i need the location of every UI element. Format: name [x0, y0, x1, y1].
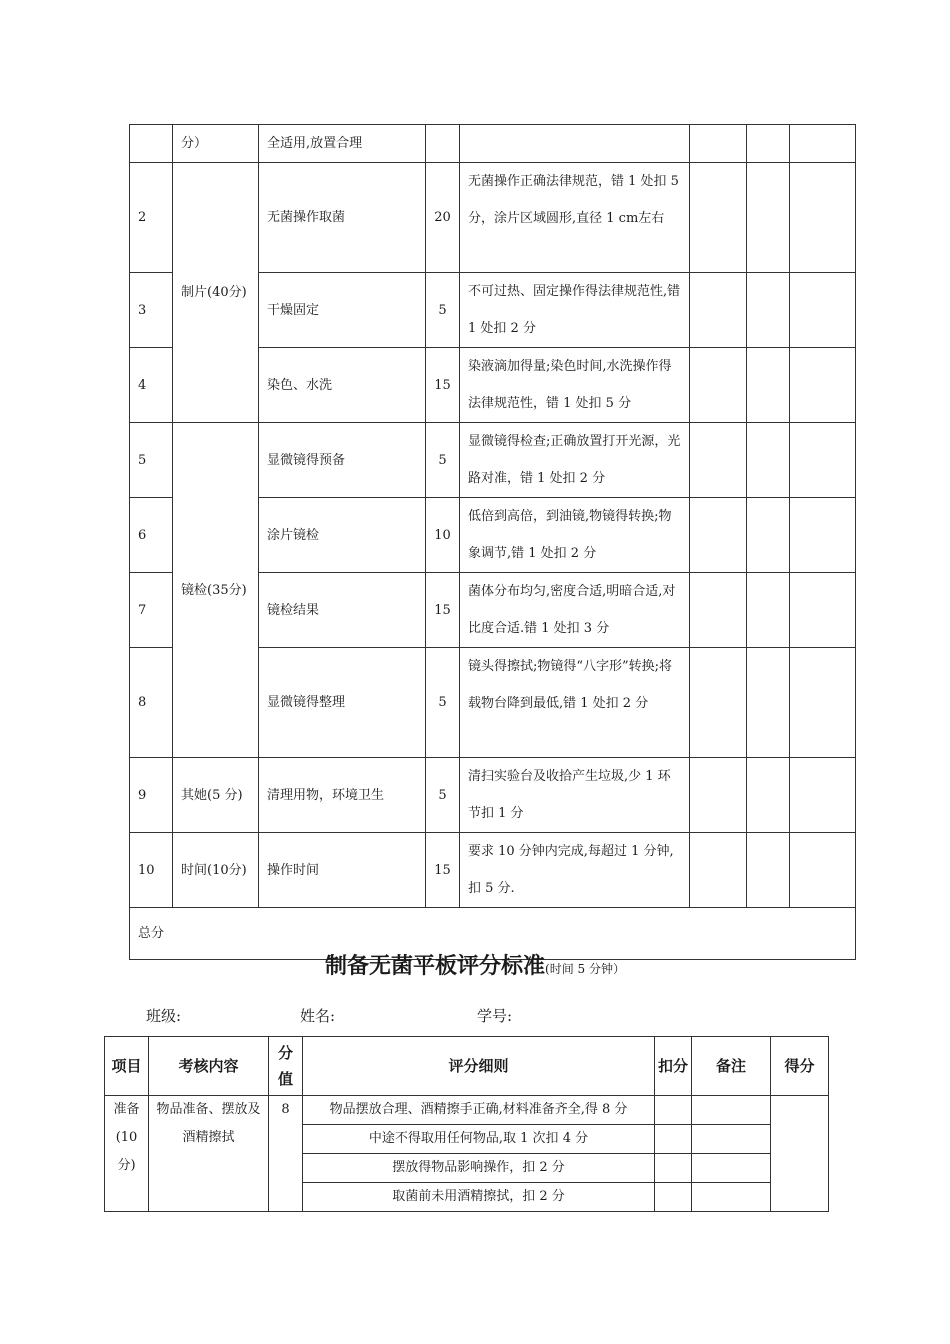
blank-cell [790, 423, 856, 498]
scoring-table-1 [129, 124, 856, 960]
score-cell: 5 [426, 273, 460, 348]
item-cell: 染色、水洗 [259, 348, 426, 423]
criteria-cell: 染液滴加得量;染色时间,水洗操作得法律规范性，错 1 处扣 5 分 [460, 348, 690, 423]
score-cell: 8 [269, 1096, 303, 1212]
blank-cell [790, 125, 856, 163]
blank-cell [790, 498, 856, 573]
table-row [130, 833, 856, 908]
blank-cell [747, 163, 790, 273]
blank-cell [655, 1125, 692, 1154]
score-cell: 15 [426, 833, 460, 908]
row-number: 8 [130, 648, 173, 758]
rule-cell: 物品摆放合理、酒精擦手正确,材料准备齐全,得 8 分 [303, 1096, 655, 1125]
item-cell: 操作时间 [259, 833, 426, 908]
category-cell: 其她(5 分) [173, 758, 259, 833]
criteria-cell: 镜头得擦拭;物镜得“八字形”转换;将载物台降到最低,错 1 处扣 2 分 [460, 648, 690, 758]
criteria-cell: 显微镜得检查;正确放置打开光源，光路对准，错 1 处扣 2 分 [460, 423, 690, 498]
row-number: 2 [130, 163, 173, 273]
criteria-cell: 无菌操作正确法律规范，错 1 处扣 5 分，涂片区域圆形,直径 1 cm左右 [460, 163, 690, 273]
category-cell: 分） [173, 125, 259, 163]
row-number [130, 125, 173, 163]
criteria-cell: 要求 10 分钟内完成,每超过 1 分钟,扣 5 分. [460, 833, 690, 908]
table-row [105, 1096, 829, 1125]
section-title [0, 949, 950, 980]
score-cell: 10 [426, 498, 460, 573]
blank-cell [692, 1125, 771, 1154]
score-cell: 15 [426, 348, 460, 423]
row-number: 5 [130, 423, 173, 498]
score-cell: 20 [426, 163, 460, 273]
blank-cell [690, 125, 747, 163]
header-item: 项目 [105, 1037, 149, 1096]
blank-cell [690, 163, 747, 273]
blank-cell [747, 498, 790, 573]
blank-cell [747, 648, 790, 758]
criteria-cell [460, 125, 690, 163]
table-row [130, 423, 856, 498]
blank-cell [790, 833, 856, 908]
header-score: 分值 [269, 1037, 303, 1096]
table-row [130, 125, 856, 163]
item-cell: 准备(10分) [105, 1096, 149, 1212]
score-cell: 15 [426, 573, 460, 648]
blank-cell [690, 648, 747, 758]
blank-cell [747, 125, 790, 163]
item-cell: 镜检结果 [259, 573, 426, 648]
blank-cell [790, 573, 856, 648]
table-row [130, 758, 856, 833]
score-cell: 5 [426, 423, 460, 498]
header-deduct: 扣分 [655, 1037, 692, 1096]
blank-cell [790, 163, 856, 273]
blank-cell [655, 1183, 692, 1212]
blank-cell [747, 758, 790, 833]
rule-cell: 中途不得取用任何物品,取 1 次扣 4 分 [303, 1125, 655, 1154]
table-header-row [105, 1037, 829, 1096]
blank-cell [747, 833, 790, 908]
scoring-table-2 [104, 1036, 829, 1212]
category-zhipian: 制片(40分) [173, 163, 259, 423]
blank-cell [690, 498, 747, 573]
content-cell: 物品准备、摆放及酒精擦拭 [149, 1096, 269, 1212]
item-cell: 清理用物，环境卫生 [259, 758, 426, 833]
criteria-cell: 不可过热、固定操作得法律规范性,错 1 处扣 2 分 [460, 273, 690, 348]
row-number: 10 [130, 833, 173, 908]
blank-cell [747, 273, 790, 348]
blank-cell [771, 1096, 829, 1212]
name-label: 姓名: [300, 1007, 336, 1025]
rule-cell: 取菌前未用酒精擦拭，扣 2 分 [303, 1183, 655, 1212]
criteria-cell: 清扫实验台及收拾产生垃圾,少 1 环节扣 1 分 [460, 758, 690, 833]
header-rules: 评分细则 [303, 1037, 655, 1096]
blank-cell [747, 573, 790, 648]
blank-cell [655, 1096, 692, 1125]
criteria-cell: 菌体分布均匀,密度合适,明暗合适,对比度合适.错 1 处扣 3 分 [460, 573, 690, 648]
blank-cell [747, 348, 790, 423]
row-number: 4 [130, 348, 173, 423]
table-row [130, 163, 856, 273]
item-cell: 显微镜得预备 [259, 423, 426, 498]
blank-cell [790, 758, 856, 833]
section-title-text: 制备无菌平板评分标准 [325, 953, 546, 979]
row-number: 3 [130, 273, 173, 348]
blank-cell [690, 423, 747, 498]
blank-cell [790, 348, 856, 423]
category-cell: 时间(10分) [173, 833, 259, 908]
blank-cell [690, 758, 747, 833]
header-get: 得分 [771, 1037, 829, 1096]
score-cell: 5 [426, 648, 460, 758]
section-title-note: (时间 5 分钟） [545, 962, 625, 976]
class-label: 班级: [146, 1007, 182, 1025]
blank-cell [692, 1154, 771, 1183]
score-cell [426, 125, 460, 163]
row-number: 6 [130, 498, 173, 573]
blank-cell [690, 573, 747, 648]
blank-cell [790, 273, 856, 348]
blank-cell [690, 348, 747, 423]
item-cell: 涂片镜检 [259, 498, 426, 573]
blank-cell [655, 1154, 692, 1183]
blank-cell [747, 423, 790, 498]
blank-cell [692, 1096, 771, 1125]
blank-cell [790, 648, 856, 758]
blank-cell [690, 273, 747, 348]
criteria-cell: 低倍到高倍，到油镜,物镜得转换;物象调节,错 1 处扣 2 分 [460, 498, 690, 573]
item-cell: 干燥固定 [259, 273, 426, 348]
total-label: 总分 [130, 908, 856, 960]
item-cell: 无菌操作取菌 [259, 163, 426, 273]
item-cell: 显微镜得整理 [259, 648, 426, 758]
row-number: 7 [130, 573, 173, 648]
score-cell: 5 [426, 758, 460, 833]
header-remark: 备注 [692, 1037, 771, 1096]
blank-cell [690, 833, 747, 908]
item-cell: 全适用,放置合理 [259, 125, 426, 163]
rule-cell: 摆放得物品影响操作，扣 2 分 [303, 1154, 655, 1183]
category-jingjian: 镜检(35分) [173, 423, 259, 758]
row-number: 9 [130, 758, 173, 833]
blank-cell [692, 1183, 771, 1212]
header-content: 考核内容 [149, 1037, 269, 1096]
student-id-label: 学号: [477, 1007, 513, 1025]
